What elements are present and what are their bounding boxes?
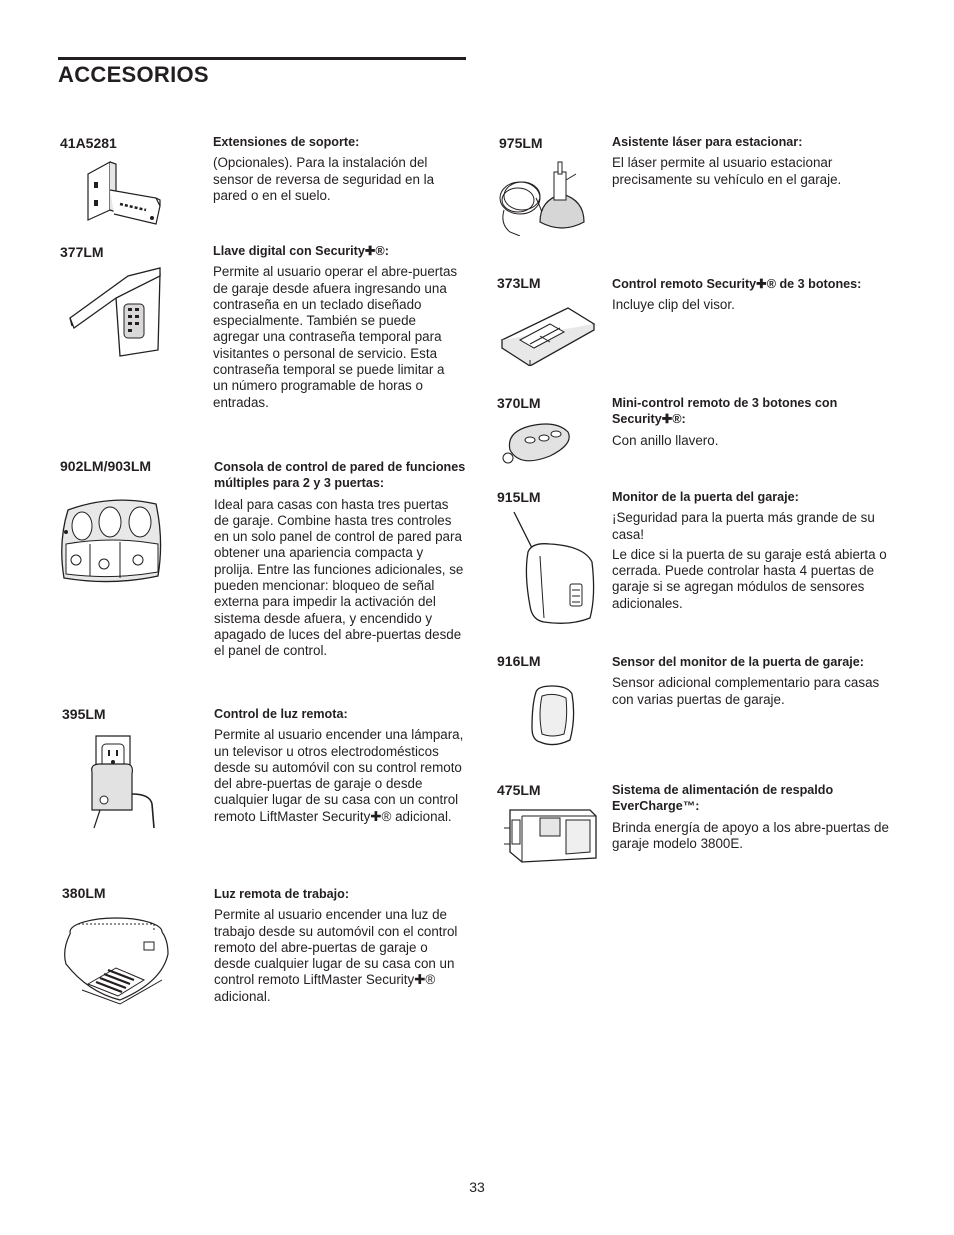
accessory-description — [214, 459, 466, 664]
accessory-description — [612, 134, 882, 192]
accessory-description — [612, 276, 892, 318]
accessory-heading: Control de luz remota: — [214, 707, 348, 721]
accessory-heading: Monitor de la puerta del garaje: — [612, 490, 799, 504]
accessory-text: Permite al usuario encender una lámpara, un televisor u otros electrodomésticos desde su automóvil con su control remoto del abre-puertas de garaje o desde cualquier lugar de su casa con un control remoto LiftMaster Security✚® adicional. — [214, 727, 464, 824]
accessory-code: 916LM — [497, 653, 541, 669]
accessory-code: 41A5281 — [60, 135, 117, 151]
accessory-heading: Llave digital con Security✚®: — [213, 244, 389, 258]
accessory-code: 380LM — [62, 885, 106, 901]
accessory-text: El láser permite al usuario estacionar precisamente su vehículo en el garaje. — [612, 155, 842, 187]
garage-door-monitor-image — [510, 510, 600, 628]
accessory-code: 395LM — [62, 706, 106, 722]
accessory-description — [213, 134, 463, 208]
accessory-text: (Opcionales). Para la instalación del sensor de reversa de seguridad en la pared o en el suelo. — [213, 155, 435, 203]
accessory-code: 373LM — [497, 275, 541, 291]
accessory-code: 475LM — [497, 782, 541, 798]
accessory-text: Incluye clip del visor. — [612, 297, 735, 313]
accessory-code: 370LM — [497, 395, 541, 411]
accessory-code: 902LM/903LM — [60, 458, 152, 474]
accessory-description — [214, 706, 466, 829]
accessory-text: ¡Seguridad para la puerta más grande de su casa! — [612, 510, 875, 542]
accessory-code: 975LM — [499, 135, 543, 151]
digital-keypad-image — [68, 266, 164, 358]
mini-remote-image — [500, 420, 574, 470]
accessory-text: Con anillo llavero. — [612, 432, 719, 448]
accessory-text: Le dice si la puerta de su garaje está abierta o cerrada. Puede controlar hasta 4 puertas de garaje si se agregan módulos de sensores adicionales. — [612, 546, 887, 611]
three-button-remote-image — [498, 300, 598, 366]
accessory-heading: Mini-control remoto de 3 botones con Security✚®: — [612, 396, 838, 427]
accessory-heading: Extensiones de soporte: — [213, 135, 360, 149]
accessory-description — [612, 654, 897, 712]
accessory-text: Brinda energía de apoyo a los abre-puertas de garaje modelo 3800E. — [612, 819, 889, 851]
accessory-text: Sensor adicional complementario para casas con varias puertas de garaje. — [612, 675, 880, 707]
accessory-description — [214, 886, 466, 1009]
accessory-text: Permite al usuario operar el abre-puertas de garaje desde afuera ingresando una contraseña en un teclado diseñado especialmente. También se puede agregar una contraseña temporal para visitantes o personal de servicio. Esta contraseña temporal se puede limitar a un número programable de horas o entradas. — [213, 264, 458, 410]
accessory-heading: Luz remota de trabajo: — [214, 887, 350, 901]
accessory-heading: Control remoto Security✚® de 3 botones: — [612, 277, 862, 291]
support-bracket-image — [84, 160, 164, 228]
remote-work-light-image — [58, 910, 172, 1006]
page-title: ACCESORIOS — [58, 62, 209, 87]
page-number: 33 — [469, 1179, 485, 1195]
laser-park-assist-image — [496, 160, 596, 236]
wall-console-image — [60, 496, 164, 584]
accessory-text: Permite al usuario encender una luz de trabajo desde su automóvil con el control remoto del abre-puertas de garaje o desde cualquier lugar de su casa con un control remoto LiftMaster Security✚® adicional. — [214, 907, 458, 1004]
accessory-code: 377LM — [60, 244, 104, 260]
accessory-code: 915LM — [497, 489, 541, 505]
accessory-description — [612, 782, 897, 856]
accessory-description — [213, 243, 463, 415]
accessory-text: Ideal para casas con hasta tres puertas de garaje. Combine hasta tres controles en un solo panel de control de pared para obtener una apariencia compacta y prolija. Entre las funciones adicionales, se pueden mencionar: bloqueo de señal externa para impedir la activación del sistema desde afuera, y encendido y apagado de luces del abre-puertas desde el panel de control. — [214, 496, 464, 659]
title-rule — [58, 57, 466, 60]
accessory-heading: Sensor del monitor de la puerta de garaje: — [612, 655, 864, 669]
accessory-heading: Asistente láser para estacionar: — [612, 135, 803, 149]
remote-light-control-image — [86, 734, 162, 830]
accessory-description — [612, 395, 892, 453]
battery-backup-image — [500, 804, 600, 866]
door-sensor-image — [528, 684, 578, 748]
accessory-heading: Sistema de alimentación de respaldo EverCharge™: — [612, 783, 834, 814]
accessory-description — [612, 489, 897, 616]
accessory-heading: Consola de control de pared de funciones múltiples para 2 y 3 puertas: — [214, 460, 466, 491]
